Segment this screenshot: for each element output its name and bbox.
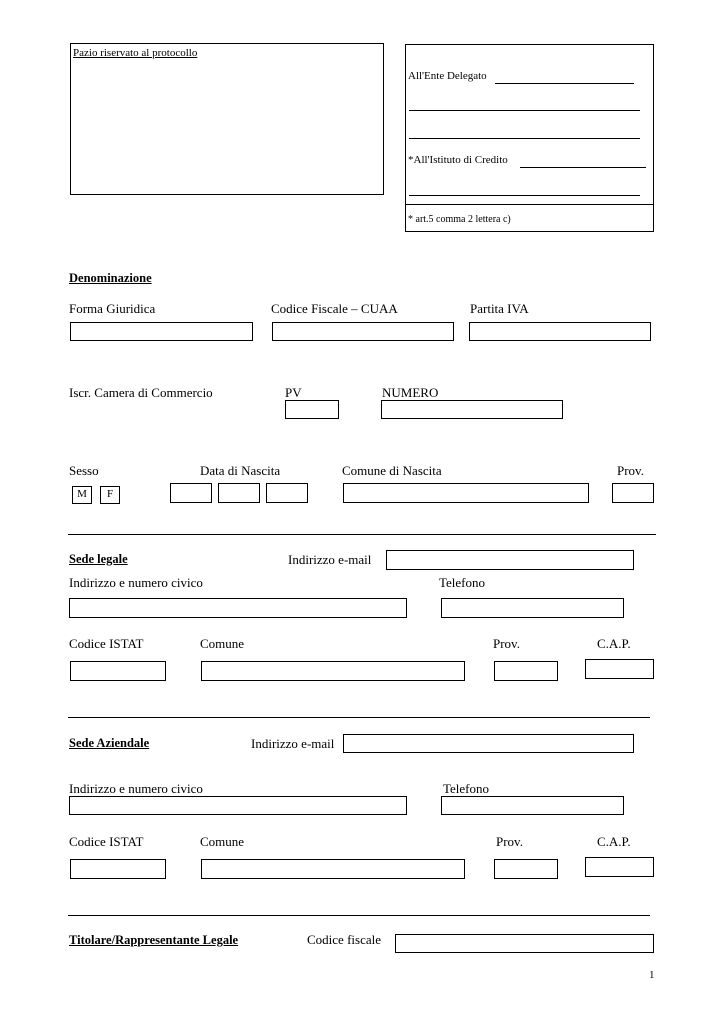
sede-legale-istat-label: Codice ISTAT xyxy=(69,636,144,651)
forma-giuridica-field[interactable] xyxy=(70,322,253,341)
codice-fiscale-label: Codice Fiscale – CUAA xyxy=(271,301,398,316)
footnote-text: * art.5 comma 2 lettera c) xyxy=(408,214,511,225)
sede-aziendale-istat-label: Codice ISTAT xyxy=(69,834,144,849)
recipient-box xyxy=(405,44,654,205)
sede-legale-email-label: Indirizzo e-mail xyxy=(288,552,372,567)
comune-nascita-field[interactable] xyxy=(343,483,589,503)
istituto-credito-line[interactable] xyxy=(520,167,646,168)
sede-aziendale-prov-field[interactable] xyxy=(494,859,558,879)
sede-legale-indirizzo-field[interactable] xyxy=(69,598,407,618)
sede-legale-comune-field[interactable] xyxy=(201,661,465,681)
sede-aziendale-indirizzo-field[interactable] xyxy=(69,796,407,815)
page-number: 1 xyxy=(649,969,655,981)
ente-delegato-label: All'Ente Delegato xyxy=(408,70,487,82)
recipient-line-3[interactable] xyxy=(409,138,640,139)
sede-aziendale-telefono-label: Telefono xyxy=(443,781,490,796)
partita-iva-field[interactable] xyxy=(469,322,651,341)
footnote-box xyxy=(405,204,654,232)
pv-label: PV xyxy=(285,385,302,400)
data-nascita-label: Data di Nascita xyxy=(200,463,281,478)
sesso-f-checkbox[interactable]: F xyxy=(100,486,120,504)
section-divider-3 xyxy=(68,915,650,916)
sede-legale-comune-label: Comune xyxy=(200,636,245,651)
recipient-line-5[interactable] xyxy=(409,195,640,196)
camera-commercio-label: Iscr. Camera di Commercio xyxy=(69,385,213,400)
protocol-box xyxy=(70,43,384,195)
sede-aziendale-email-label: Indirizzo e-mail xyxy=(251,736,335,751)
section-divider-1 xyxy=(68,534,656,535)
numero-label: NUMERO xyxy=(382,385,439,400)
sede-aziendale-email-field[interactable] xyxy=(343,734,634,753)
titolare-heading: Titolare/Rappresentante Legale xyxy=(69,933,239,947)
comune-nascita-label: Comune di Nascita xyxy=(342,463,442,478)
denominazione-heading: Denominazione xyxy=(69,271,152,285)
prov-nascita-label: Prov. xyxy=(617,463,644,478)
sede-legale-prov-label: Prov. xyxy=(493,636,520,651)
sede-aziendale-cap-field[interactable] xyxy=(585,857,654,877)
forma-giuridica-label: Forma Giuridica xyxy=(69,301,156,316)
titolare-codice-fiscale-label: Codice fiscale xyxy=(307,932,381,947)
pv-field[interactable] xyxy=(285,400,339,419)
sede-legale-cap-label: C.A.P. xyxy=(597,636,631,651)
sede-legale-heading: Sede legale xyxy=(69,552,128,566)
sede-aziendale-prov-label: Prov. xyxy=(496,834,523,849)
sede-legale-prov-field[interactable] xyxy=(494,661,558,681)
sede-legale-istat-field[interactable] xyxy=(70,661,166,681)
sede-legale-indirizzo-label: Indirizzo e numero civico xyxy=(69,575,203,590)
sede-aziendale-indirizzo-label: Indirizzo e numero civico xyxy=(69,781,203,796)
data-nascita-month-field[interactable] xyxy=(218,483,260,503)
sede-legale-telefono-label: Telefono xyxy=(439,575,486,590)
sede-legale-cap-field[interactable] xyxy=(585,659,654,679)
protocol-label: Pazio riservato al protocollo xyxy=(73,47,198,59)
titolare-codice-fiscale-field[interactable] xyxy=(395,934,654,953)
ente-delegato-line[interactable] xyxy=(495,83,634,84)
sede-aziendale-comune-field[interactable] xyxy=(201,859,465,879)
codice-fiscale-field[interactable] xyxy=(272,322,454,341)
sede-aziendale-cap-label: C.A.P. xyxy=(597,834,631,849)
prov-nascita-field[interactable] xyxy=(612,483,654,503)
sede-aziendale-heading: Sede Aziendale xyxy=(69,736,150,750)
numero-field[interactable] xyxy=(381,400,563,419)
sede-aziendale-istat-field[interactable] xyxy=(70,859,166,879)
section-divider-2 xyxy=(68,717,650,718)
sesso-m-checkbox[interactable]: M xyxy=(72,486,92,504)
sede-legale-telefono-field[interactable] xyxy=(441,598,624,618)
sede-aziendale-comune-label: Comune xyxy=(200,834,245,849)
partita-iva-label: Partita IVA xyxy=(470,301,529,316)
data-nascita-day-field[interactable] xyxy=(170,483,212,503)
data-nascita-year-field[interactable] xyxy=(266,483,308,503)
sesso-label: Sesso xyxy=(69,463,99,478)
sede-aziendale-telefono-field[interactable] xyxy=(441,796,624,815)
istituto-credito-label: *All'Istituto di Credito xyxy=(408,154,508,166)
recipient-line-2[interactable] xyxy=(409,110,640,111)
sede-legale-email-field[interactable] xyxy=(386,550,634,570)
